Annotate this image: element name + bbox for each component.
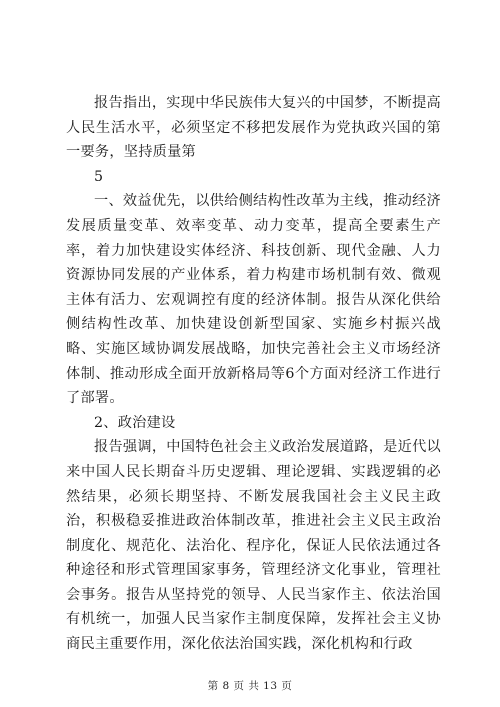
- paragraph-politics: 报告强调，中国特色社会主义政治发展道路，是近代以来中国人民长期奋斗历史逻辑、理论逻辑、实践逻辑的必然结果，必须长期坚持、不断发展我国社会主义民主政治，积极稳妥推进政治体制改革，推进社会主义民主政治制度化、规范化、法治化、程序化，保证人民依法通过各种途径和形式管理国家事务，管理经济文化事业，管理社会事务。报告从坚持党的领导、人民当家作主、依法治国有机统一，加强人民当家作主制度保障，发挥社会主义协商民主重要作用，深化依法治国实践，深化机构和行政: [66, 439, 441, 653]
- section-heading-politics: 2、政治建设: [94, 414, 176, 431]
- paragraph-number: 5: [94, 168, 104, 185]
- document-body: [66, 91, 441, 657]
- paragraph-economy: 一、效益优先，以供给侧结构性改革为主线，推动经济发展质量变革、效率变革、动力变革，提高全要素生产率，着力加快建设实体经济、科技创新、现代金融、人力资源协同发展的产业体系，着力构建市场机制有效、微观主体有活力、宏观调控有度的经济体制。报告从深化供给侧结构性改革、加快建设创新型国家、实施乡村振兴战略、实施区域协调发展战略，加快完善社会主义市场经济体制、推动形成全面开放新格局等6个方面对经济工作进行了部署。: [66, 193, 441, 407]
- paragraph-report-intro: 报告指出，实现中华民族伟大复兴的中国梦，不断提高人民生活水平，必须坚定不移把发展作为党执政兴国的第一要务，坚持质量第: [66, 95, 441, 161]
- page-footer: 第 8 页 共 13 页: [207, 680, 293, 692]
